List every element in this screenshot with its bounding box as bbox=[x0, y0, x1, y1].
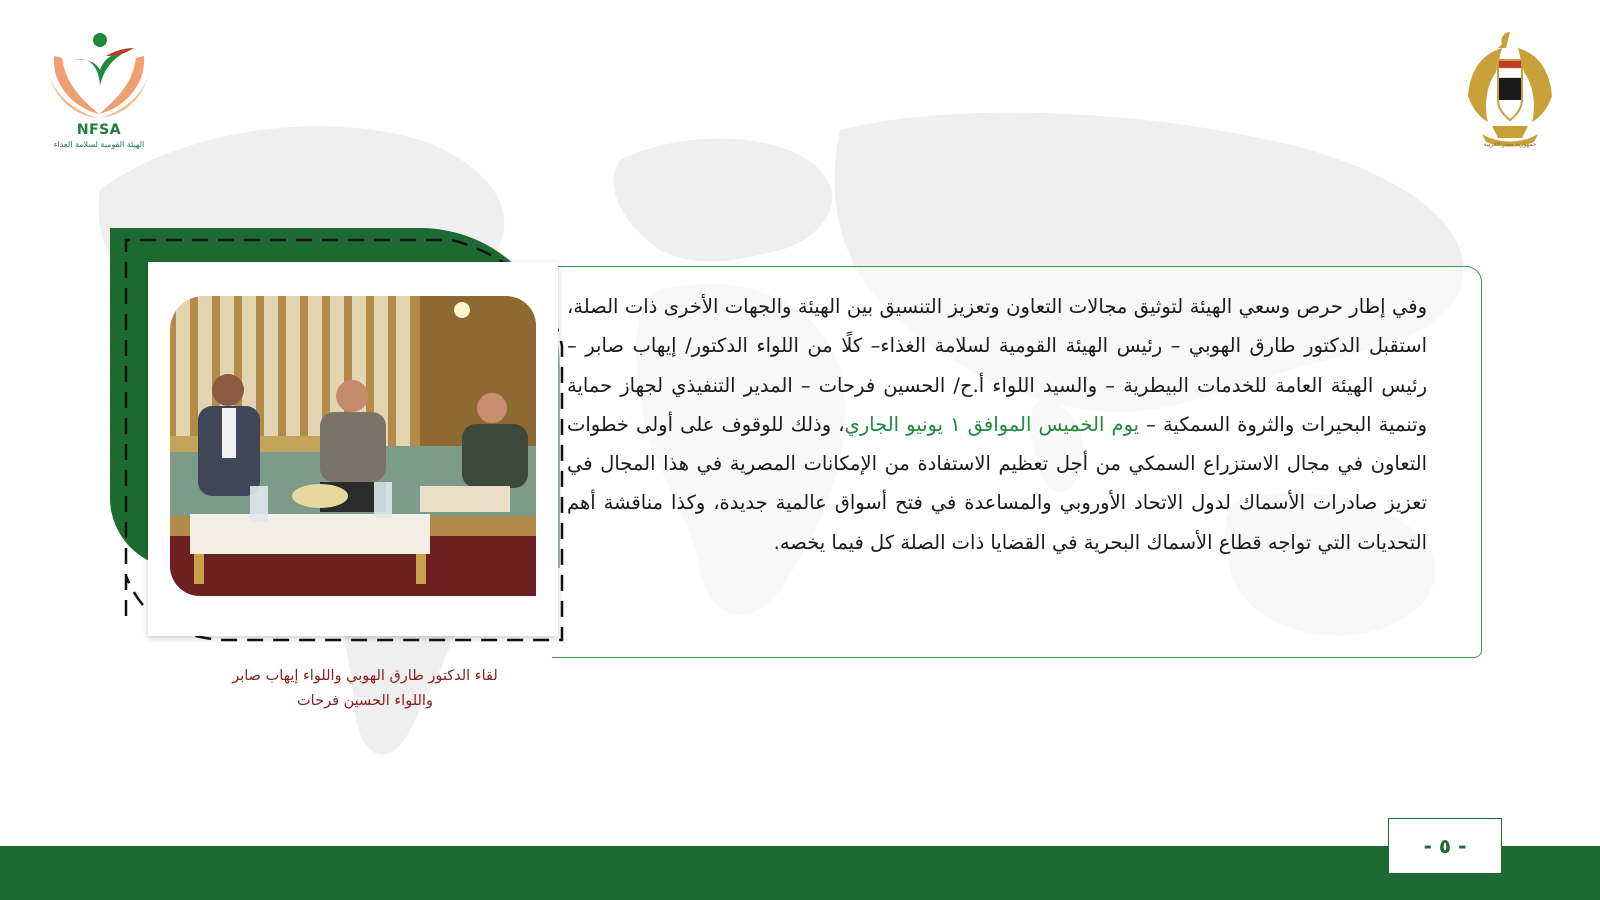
eagle-emblem-text: جمهورية مصر العربية bbox=[1483, 141, 1537, 148]
photo-caption bbox=[195, 664, 535, 714]
meeting-photo bbox=[170, 296, 536, 596]
nfsa-logo bbox=[44, 26, 154, 158]
article-text-part2: ، وذلك للوقوف على أولى خطوات التعاون في مجال الاستزراع السمكي من أجل تعظيم الاستفادة من الإمكانات المصرية في هذا المجال في تعزيز صادرات الأسماك لدول الاتحاد الأوروبي والمساعدة في فتح أسواق عالمية جديدة، وكذا مناقشة أهم التحديات التي تواجه قطاع الأسماك البحرية في القضايا ذات الصلة كل فيما يخصه. bbox=[567, 412, 1427, 554]
article-text-part1: وفي إطار حرص وسعي الهيئة لتوثيق مجالات التعاون وتعزيز التنسيق بين الهيئة والجهات الأخرى ذات الصلة، استقبل الدكتور طارق الهوبي – رئيس الهيئة القومية لسلامة الغذاء– كلًا من اللواء الدكتور/ إيهاب صابر – رئيس الهيئة العامة للخدمات البيطرية – والسيد اللواء أ.ح/ الحسين فرحات – المدير التنفيذي لجهاز حماية وتنمية البحيرات والثروة السمكية – bbox=[567, 295, 1427, 436]
article-text-box bbox=[552, 266, 1482, 658]
page-number: - ٥ - bbox=[1388, 818, 1502, 874]
photo-caption-line2: واللواء الحسين فرحات bbox=[297, 693, 433, 709]
nfsa-arabic-name: الهيئة القومية لسلامة الغذاء bbox=[53, 140, 145, 149]
article-body bbox=[567, 287, 1427, 562]
photo-caption-line1: لقاء الدكتور طارق الهوبي واللواء إيهاب صابر bbox=[232, 668, 498, 684]
nfsa-abbreviation: NFSA bbox=[76, 122, 122, 138]
egypt-eagle-emblem-icon bbox=[1462, 26, 1558, 150]
article-date-highlight: يوم الخميس الموافق ١ يونيو الجاري bbox=[844, 412, 1140, 436]
nfsa-hands-icon bbox=[44, 26, 154, 122]
photo-card bbox=[148, 262, 558, 636]
footer-band bbox=[0, 846, 1600, 900]
